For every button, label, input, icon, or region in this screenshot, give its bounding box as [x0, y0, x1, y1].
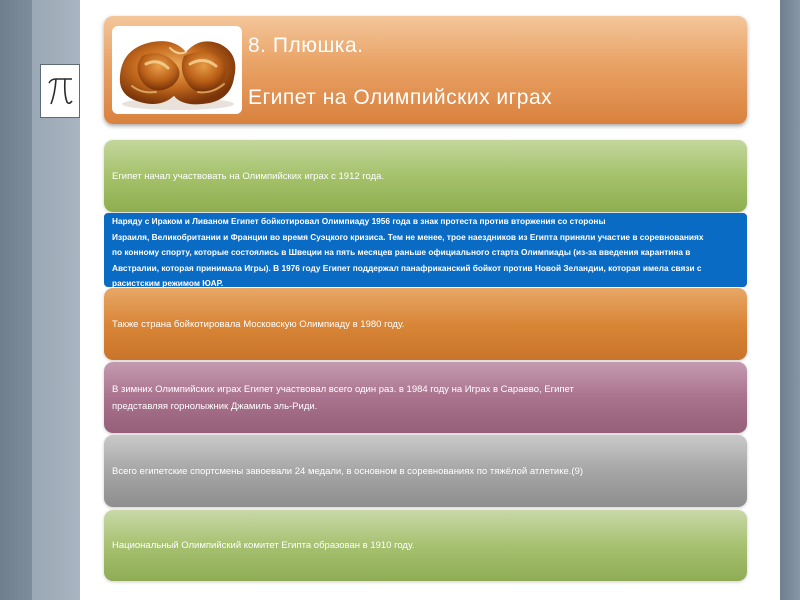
- slide-title: 8. Плюшка.: [248, 34, 364, 57]
- fact-text-line: Наряду с Ираком и Ливаном Египет бойкотировал Олимпиаду 1956 года в знак протеста против вторжения со стороны: [112, 216, 606, 226]
- bun-pastry-icon: [112, 26, 242, 114]
- fact-band-2: [104, 213, 747, 287]
- fact-text-line: Национальный Олимпийский комитет Египта образован в 1910 году.: [112, 540, 415, 551]
- fact-text-line: Всего египетские спортсмены завоевали 24 медали, в основном в соревнованиях по тяжёлой атлетике.(9): [112, 465, 584, 477]
- right-side-bar: [780, 0, 800, 600]
- fact-text-line: Также страна бойкотировала Московскую Олимпиаду в 1980 году.: [112, 318, 405, 330]
- fact-band-1: [104, 140, 747, 212]
- fact-text-line: представляя горнолыжник Джамиль эль-Риди.: [112, 400, 318, 412]
- fact-band-3: [104, 288, 747, 360]
- fact-text-line: Австралии, которая принимала Игры). В 1976 году Египет поддержал панафриканский бойкот против Новой Зеландии, которая имела связи с: [112, 262, 702, 273]
- fact-band-4: [104, 362, 747, 433]
- fact-text-line: Израиля, Великобритании и Франции во время Суэцкого кризиса. Тем не менее, трое наездников из Египта приняли участие в соревнованиях: [112, 231, 704, 242]
- fact-text-line: Египет начал участвовать на Олимпийских играх с 1912 года.: [112, 170, 385, 182]
- fact-band-6: [104, 510, 747, 581]
- pi-symbol-box: [40, 64, 80, 118]
- fact-text-line: расистским режимом ЮАР.: [112, 278, 224, 287]
- slide-subtitle: Египет на Олимпийских играх: [248, 86, 553, 109]
- fact-text-line: по конному спорту, которые состоялись в Швеции на пять месяцев раньше официального старта Олимпиады (из-за введения карантина в: [112, 247, 691, 257]
- fact-band-5: [104, 435, 747, 507]
- fact-text-line: В зимних Олимпийских играх Египет участвовал всего один раз. в 1984 году на Играх в Сараево, Египет: [112, 383, 574, 395]
- slide-header: [104, 16, 747, 124]
- pi-symbol-icon: [45, 74, 75, 108]
